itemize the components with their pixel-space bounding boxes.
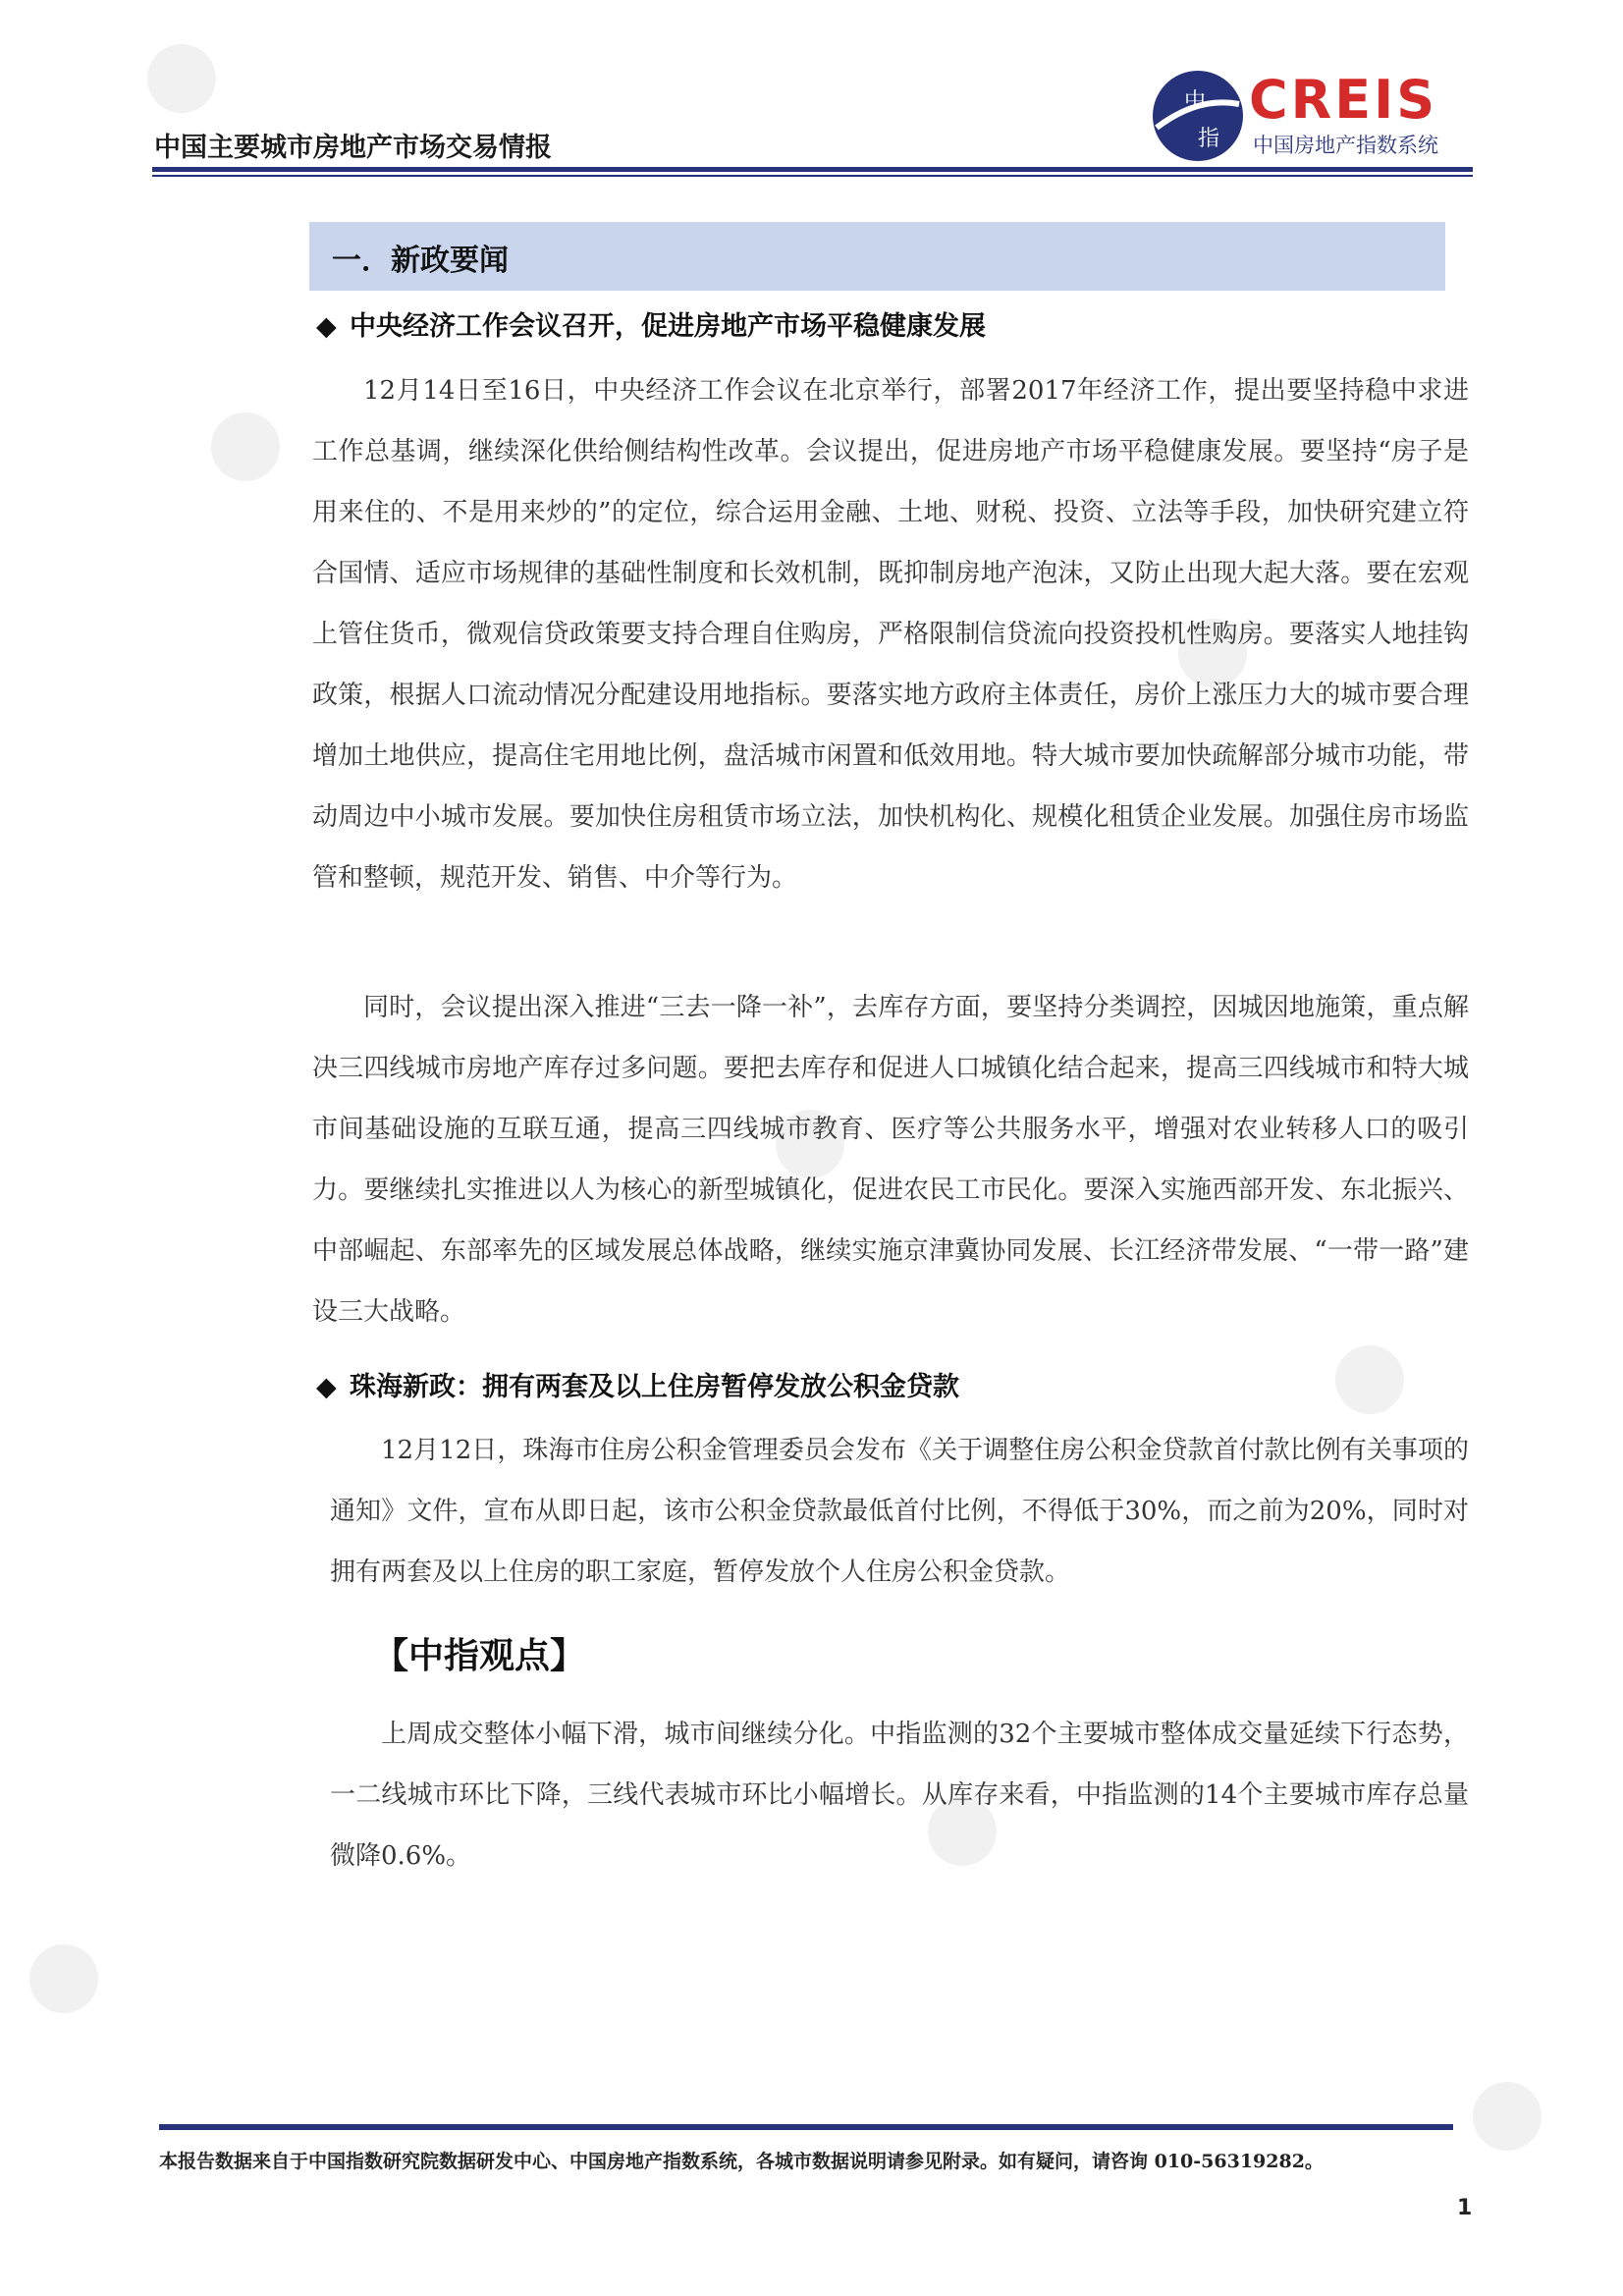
footer-divider	[159, 2124, 1453, 2130]
footer-note: 本报告数据来自于中国指数研究院数据研发中心、中国房地产指数系统，各城市数据说明请参见附录。如有疑问，请咨询 010-56319282。	[159, 2151, 1324, 2172]
logo-wordmark: CREIS	[1249, 69, 1438, 131]
diamond-bullet-icon: ◆	[316, 1372, 337, 1402]
news-paragraph: 同时，会议提出深入推进“三去一降一补”，去库存方面，要坚持分类调控，因城因地施策，重点解决三四线城市房地产库存过多问题。要把去库存和促进人口城镇化结合起来，提高三四线城市和特大城市间基础设施的互联互通，提高三四线城市教育、医疗等公共服务水平，增强对农业转移人口的吸引力。要继续扎实推进以人为核心的新型城镇化，促进农民工市民化。要深入实施西部开发、东北振兴、中部崛起、东部率先的区域发展总体战略，继续实施京津冀协同发展、长江经济带发展、“一带一路”建设三大战略。	[312, 993, 1469, 1327]
opinion-text: 上周成交整体小幅下滑，城市间继续分化。中指监测的32个主要城市整体成交量延续下行态势，一二线城市环比下降，三线代表城市环比小幅增长。从库存来看，中指监测的14个主要城市库存总量微降0.6%。	[330, 1720, 1469, 1871]
diamond-bullet-icon: ◆	[316, 311, 337, 342]
watermark	[147, 44, 216, 113]
watermark	[1473, 2082, 1542, 2151]
logo-subtitle: 中国房地产指数系统	[1253, 134, 1438, 157]
opinion-title: 【中指观点】	[373, 1635, 586, 1676]
news-headline-text: 珠海新政：拥有两套及以上住房暂停发放公积金贷款	[350, 1372, 959, 1402]
news-headline-text: 中央经济工作会议召开，促进房地产市场平稳健康发展	[350, 311, 986, 342]
watermark	[1335, 1345, 1404, 1414]
header-divider-thin	[152, 175, 1473, 177]
section-title: 一．新政要闻	[332, 244, 509, 278]
watermark	[211, 412, 280, 481]
logo-badge-top: 中	[1184, 89, 1207, 114]
logo-badge-bottom: 指	[1198, 127, 1220, 151]
news-headline-1	[316, 304, 986, 343]
report-title: 中国主要城市房地产市场交易情报	[154, 133, 552, 163]
news-paragraph: 12月14日至16日，中央经济工作会议在北京举行，部署2017年经济工作，提出要坚持稳中求进工作总基调，继续深化供给侧结构性改革。会议提出，促进房地产市场平稳健康发展。要坚持“房子是用来住的、不是用来炒的”的定位，综合运用金融、土地、财税、投资、立法等手段，加快研究建立符合国情、适应市场规律的基础性制度和长效机制，既抑制房地产泡沫，又防止出现大起大落。要在宏观上管住货币，微观信贷政策要支持合理自住购房，严格限制信贷流向投资投机性购房。要落实人地挂钩政策，根据人口流动情况分配建设用地指标。要落实地方政府主体责任，房价上涨压力大的城市要合理增加土地供应，提高住宅用地比例，盘活城市闲置和低效用地。特大城市要加快疏解部分城市功能，带动周边中小城市发展。要加快住房租赁市场立法，加快机构化、规模化租赁企业发展。加强住房市场监管和整顿，规范开发、销售、中介等行为。	[312, 376, 1469, 893]
page-number: 1	[1457, 2196, 1473, 2220]
news-paragraph: 12月12日，珠海市住房公积金管理委员会发布《关于调整住房公积金贷款首付款比例有关事项的通知》文件，宣布从即日起，该市公积金贷款最低首付比例，不得低于30%，而之前为20%，同时对拥有两套及以上住房的职工家庭，暂停发放个人住房公积金贷款。	[330, 1436, 1469, 1587]
watermark	[29, 1944, 98, 2013]
header-divider	[152, 167, 1473, 172]
news-headline-2	[316, 1365, 959, 1403]
